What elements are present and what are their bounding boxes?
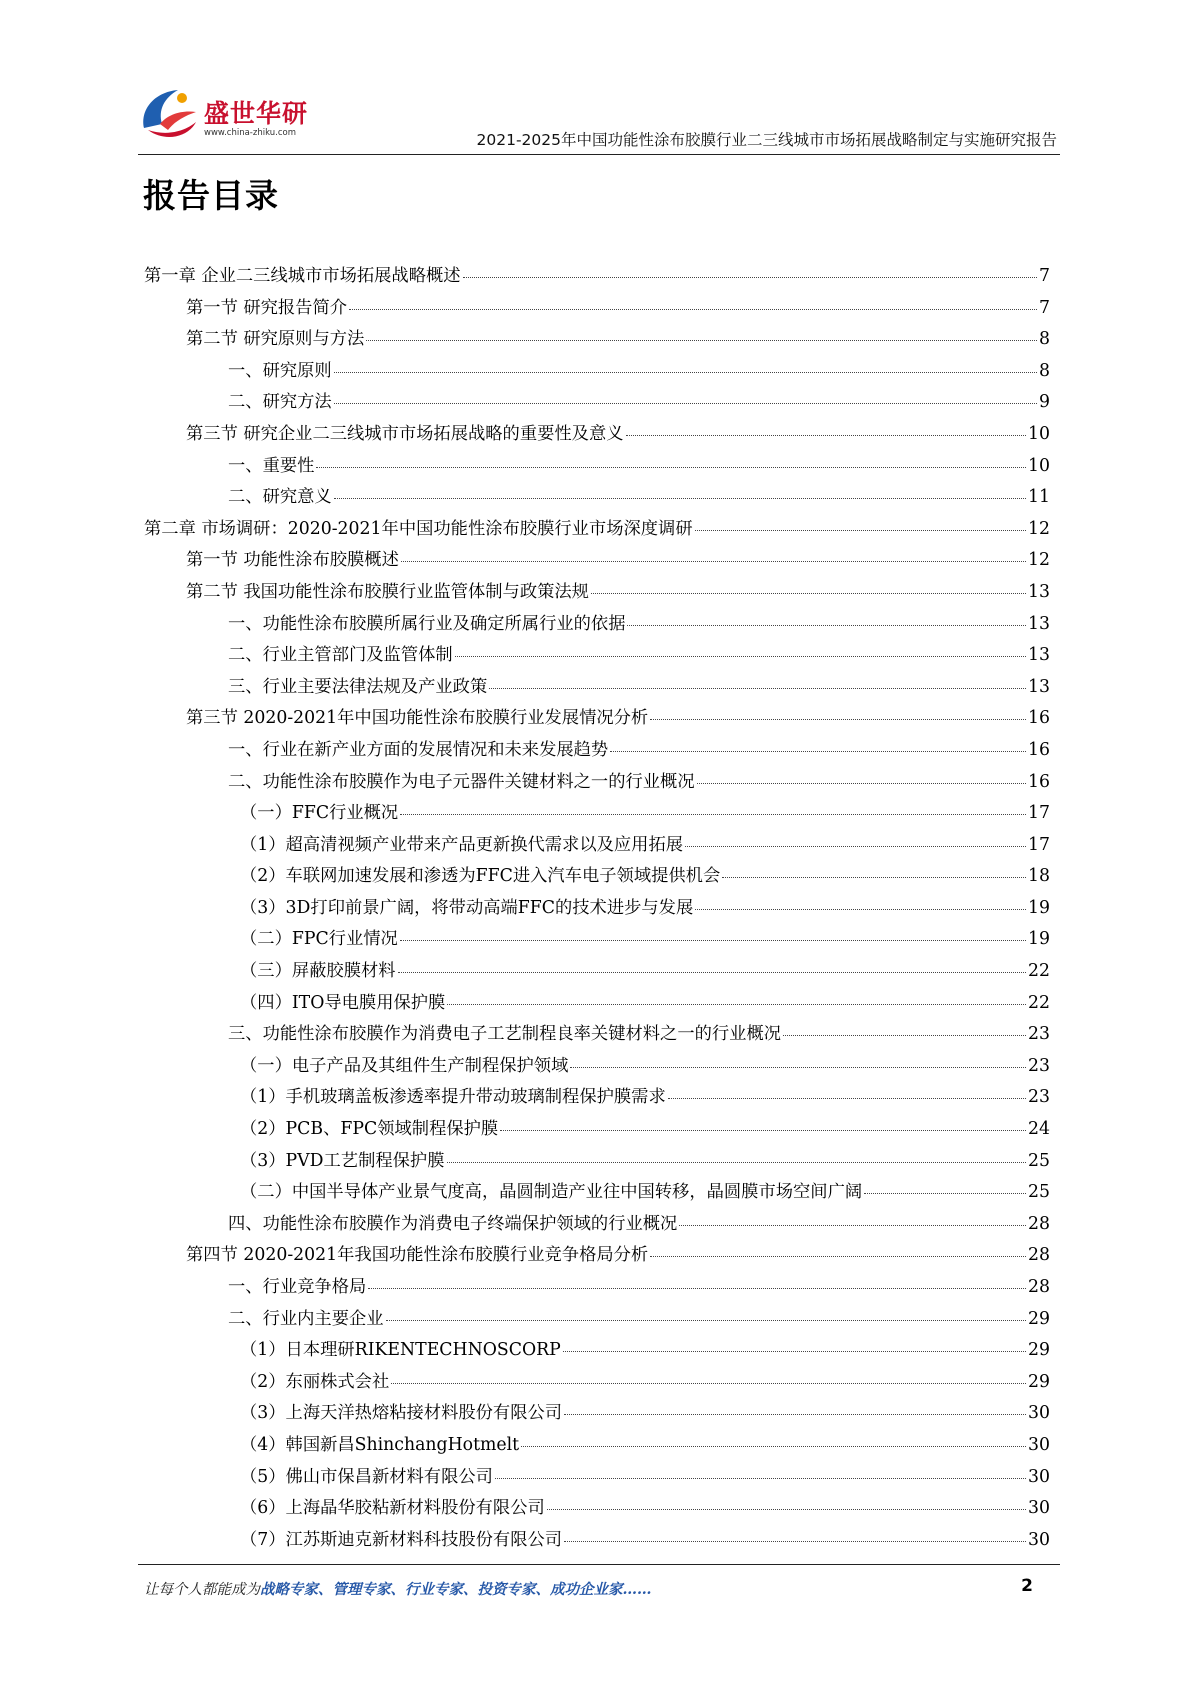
- toc-dot-leader: [500, 1130, 1026, 1131]
- toc-entry[interactable]: [144, 261, 1050, 293]
- toc-entry[interactable]: [144, 640, 1050, 672]
- toc-entry[interactable]: [144, 830, 1050, 862]
- toc-dot-leader: [627, 625, 1026, 626]
- toc-entry[interactable]: [144, 419, 1050, 451]
- toc-entry-page: 13: [1028, 676, 1050, 697]
- toc-entry-title: 二、功能性涂布胶膜作为电子元器件关键材料之一的行业概况: [228, 771, 695, 792]
- toc-entry-page: 28: [1028, 1213, 1050, 1234]
- toc-entry[interactable]: [144, 924, 1050, 956]
- toc-entry-page: 23: [1028, 1087, 1050, 1108]
- toc-dot-leader: [400, 940, 1026, 941]
- toc-dot-leader: [650, 719, 1026, 720]
- toc-entry-page: 11: [1028, 487, 1050, 508]
- toc-entry-page: 10: [1028, 423, 1050, 444]
- report-title: 2021-2025年中国功能性涂布胶膜行业二三线城市市场拓展战略制定与实施研究报告: [476, 131, 1057, 149]
- toc-entry-page: 19: [1028, 929, 1050, 950]
- toc-entry-page: 19: [1028, 897, 1050, 918]
- toc-dot-leader: [447, 1162, 1027, 1163]
- slogan-lead: 让每个人都能成为: [144, 1582, 260, 1598]
- toc-entry-page: 7: [1039, 266, 1050, 286]
- logo-url: www.china-zhiku.com: [204, 128, 296, 138]
- toc-dot-leader: [695, 909, 1026, 910]
- toc-entry-title: （2）东丽株式会社: [240, 1371, 390, 1392]
- toc-dot-leader: [564, 1414, 1026, 1415]
- toc-dot-leader: [695, 530, 1026, 531]
- toc-entry[interactable]: [144, 293, 1050, 325]
- toc-dot-leader: [668, 1098, 1026, 1099]
- toc-dot-leader: [368, 1288, 1026, 1289]
- toc-entry-title: 第二章 市场调研：2020-2021年中国功能性涂布胶膜行业市场深度调研: [144, 518, 693, 539]
- toc-entry-page: 30: [1028, 1529, 1050, 1550]
- toc-entry-title: 第三节 2020-2021年中国功能性涂布胶膜行业发展情况分析: [186, 708, 649, 729]
- toc-entry-title: （三）屏蔽胶膜材料: [240, 961, 396, 982]
- toc-entry-page: 17: [1028, 803, 1050, 824]
- toc-entry[interactable]: [144, 577, 1050, 609]
- toc-entry[interactable]: [144, 1525, 1050, 1557]
- toc-dot-leader: [610, 751, 1026, 752]
- toc-dot-leader: [334, 372, 1037, 373]
- toc-entry-page: 30: [1028, 1434, 1050, 1455]
- footer-divider: [138, 1564, 1060, 1565]
- toc-dot-leader: [626, 435, 1026, 436]
- toc-entry-page: 25: [1028, 1150, 1050, 1171]
- toc-entry[interactable]: [144, 1335, 1050, 1367]
- toc-entry-title: 三、行业主要法律法规及产业政策: [228, 676, 488, 697]
- toc-entry-title: （二）中国半导体产业景气度高，晶圆制造产业往中国转移，晶圆膜市场空间广阔: [240, 1182, 863, 1203]
- toc-entry-title: （2）PCB、FPC领域制程保护膜: [240, 1119, 499, 1140]
- toc-entry[interactable]: [144, 735, 1050, 767]
- toc-entry-page: 23: [1028, 1055, 1050, 1076]
- toc-entry-title: 二、行业主管部门及监管体制: [228, 645, 453, 666]
- toc-entry[interactable]: [144, 672, 1050, 704]
- toc-entry-title: 第一章 企业二三线城市市场拓展战略概述: [144, 266, 461, 286]
- toc-entry[interactable]: [144, 1272, 1050, 1304]
- page-number: 2: [1021, 1576, 1033, 1596]
- toc-entry-page: 8: [1039, 329, 1050, 350]
- toc-entry[interactable]: [144, 545, 1050, 577]
- toc-entry[interactable]: [144, 387, 1050, 419]
- toc-entry-title: （4）韩国新昌ShinchangHotmelt: [240, 1434, 520, 1455]
- toc-entry-title: 第一节 功能性涂布胶膜概述: [186, 550, 399, 571]
- table-of-contents: [144, 261, 1050, 1556]
- company-logo: [138, 84, 313, 144]
- toc-entry[interactable]: [144, 1019, 1050, 1051]
- toc-entry[interactable]: [144, 956, 1050, 988]
- toc-heading: 报告目录: [143, 176, 279, 215]
- toc-entry-page: 12: [1028, 550, 1050, 571]
- toc-dot-leader: [463, 277, 1037, 278]
- toc-dot-leader: [591, 593, 1026, 594]
- toc-entry-page: 24: [1028, 1119, 1050, 1140]
- toc-dot-leader: [349, 309, 1037, 310]
- toc-entry-page: 17: [1028, 834, 1050, 855]
- toc-entry-page: 8: [1039, 360, 1050, 381]
- toc-entry-page: 18: [1028, 866, 1050, 887]
- toc-entry-title: （四）ITO导电膜用保护膜: [240, 992, 446, 1013]
- toc-entry-title: 第三节 研究企业二三线城市市场拓展战略的重要性及意义: [186, 423, 624, 444]
- toc-entry-page: 29: [1028, 1340, 1050, 1361]
- toc-entry-page: 16: [1028, 708, 1050, 729]
- toc-entry[interactable]: [144, 1146, 1050, 1178]
- toc-dot-leader: [563, 1351, 1026, 1352]
- toc-entry-page: 25: [1028, 1182, 1050, 1203]
- toc-dot-leader: [685, 846, 1026, 847]
- toc-entry[interactable]: [144, 609, 1050, 641]
- toc-entry-title: 二、研究方法: [228, 392, 332, 413]
- toc-entry-title: （3）PVD工艺制程保护膜: [240, 1150, 445, 1171]
- toc-entry-title: （5）佛山市保昌新材料有限公司: [240, 1466, 493, 1487]
- toc-entry-title: 第四节 2020-2021年我国功能性涂布胶膜行业竞争格局分析: [186, 1245, 649, 1266]
- header-divider: [138, 154, 1060, 155]
- toc-entry-page: 23: [1028, 1024, 1050, 1045]
- toc-entry-page: 29: [1028, 1308, 1050, 1329]
- toc-entry-title: （1）手机玻璃盖板渗透率提升带动玻璃制程保护膜需求: [240, 1087, 666, 1108]
- toc-entry-title: 第二节 研究原则与方法: [186, 329, 365, 350]
- toc-entry-title: （2）车联网加速发展和渗透为FFC进入汽车电子领域提供机会: [240, 866, 721, 887]
- toc-dot-leader: [697, 783, 1026, 784]
- toc-entry-title: 一、行业竞争格局: [228, 1277, 367, 1297]
- toc-entry-title: 第二节 我国功能性涂布胶膜行业监管体制与政策法规: [186, 581, 589, 602]
- toc-entry-page: 28: [1028, 1245, 1050, 1266]
- toc-entry[interactable]: [144, 1367, 1050, 1399]
- toc-entry-title: （1）超高清视频产业带来产品更新换代需求以及应用拓展: [240, 834, 684, 855]
- toc-entry[interactable]: [144, 703, 1050, 735]
- toc-entry[interactable]: [144, 1304, 1050, 1336]
- toc-entry[interactable]: [144, 1462, 1050, 1494]
- toc-entry[interactable]: [144, 451, 1050, 483]
- toc-dot-leader: [334, 498, 1026, 499]
- toc-entry-title: （一）电子产品及其组件生产制程保护领域: [240, 1055, 569, 1076]
- toc-entry-title: 一、功能性涂布胶膜所属行业及确定所属行业的依据: [228, 613, 626, 634]
- toc-entry[interactable]: [144, 1114, 1050, 1146]
- toc-dot-leader: [366, 340, 1037, 341]
- toc-entry[interactable]: [144, 356, 1050, 388]
- toc-entry[interactable]: [144, 1051, 1050, 1083]
- toc-dot-leader: [398, 972, 1026, 973]
- toc-entry-title: 一、研究原则: [228, 360, 332, 381]
- toc-entry-page: 30: [1028, 1403, 1050, 1424]
- logo-emblem-icon: [138, 84, 202, 142]
- toc-entry-page: 9: [1039, 392, 1050, 413]
- toc-entry-title: （3）上海天洋热熔粘接材料股份有限公司: [240, 1403, 563, 1424]
- toc-entry-title: （6）上海晶华胶粘新材料股份有限公司: [240, 1498, 545, 1519]
- toc-entry-page: 13: [1028, 645, 1050, 666]
- toc-entry-page: 16: [1028, 771, 1050, 792]
- toc-entry-page: 7: [1039, 297, 1050, 318]
- toc-entry-page: 10: [1028, 455, 1050, 476]
- toc-entry[interactable]: [144, 1177, 1050, 1209]
- toc-entry[interactable]: [144, 988, 1050, 1020]
- toc-entry-page: 28: [1028, 1277, 1050, 1297]
- toc-dot-leader: [495, 1478, 1026, 1479]
- toc-dot-leader: [864, 1193, 1026, 1194]
- toc-entry-page: 29: [1028, 1371, 1050, 1392]
- toc-entry[interactable]: [144, 893, 1050, 925]
- toc-dot-leader: [386, 1320, 1026, 1321]
- toc-entry[interactable]: [144, 1398, 1050, 1430]
- slogan-roles: 战略专家、管理专家、行业专家、投资专家、成功企业家……: [260, 1581, 652, 1598]
- toc-entry[interactable]: [144, 1240, 1050, 1272]
- toc-entry-title: 一、重要性: [228, 455, 315, 476]
- toc-entry-title: 第一节 研究报告简介: [186, 297, 348, 318]
- toc-entry-page: 30: [1028, 1466, 1050, 1487]
- toc-dot-leader: [679, 1225, 1026, 1226]
- toc-entry-page: 13: [1028, 581, 1050, 602]
- toc-entry-title: （1）日本理研RIKENTECHNOSCORP: [240, 1340, 561, 1361]
- toc-entry[interactable]: [144, 1430, 1050, 1462]
- toc-entry-title: （7）江苏斯迪克新材料科技股份有限公司: [240, 1529, 563, 1550]
- toc-entry-page: 13: [1028, 613, 1050, 634]
- toc-entry-title: 二、研究意义: [228, 487, 332, 508]
- toc-entry[interactable]: [144, 1493, 1050, 1525]
- toc-dot-leader: [570, 1067, 1026, 1068]
- toc-dot-leader: [650, 1256, 1026, 1257]
- toc-dot-leader: [783, 1035, 1026, 1036]
- toc-dot-leader: [400, 814, 1026, 815]
- toc-entry-page: 22: [1028, 961, 1050, 982]
- toc-dot-leader: [334, 403, 1037, 404]
- toc-entry[interactable]: [144, 1209, 1050, 1241]
- toc-entry-title: 四、功能性涂布胶膜作为消费电子终端保护领域的行业概况: [228, 1213, 678, 1234]
- toc-dot-leader: [521, 1446, 1026, 1447]
- toc-entry[interactable]: [144, 514, 1050, 546]
- toc-entry[interactable]: [144, 1082, 1050, 1114]
- toc-dot-leader: [401, 561, 1026, 562]
- footer-slogan: [144, 1578, 652, 1599]
- toc-dot-leader: [316, 467, 1026, 468]
- toc-entry[interactable]: [144, 861, 1050, 893]
- toc-entry-page: 22: [1028, 992, 1050, 1013]
- toc-dot-leader: [564, 1541, 1026, 1542]
- toc-entry[interactable]: [144, 482, 1050, 514]
- toc-dot-leader: [391, 1383, 1026, 1384]
- toc-entry-title: 一、行业在新产业方面的发展情况和未来发展趋势: [228, 739, 609, 760]
- toc-entry-page: 30: [1028, 1498, 1050, 1519]
- toc-entry-page: 16: [1028, 739, 1050, 760]
- toc-entry-title: （二）FPC行业情况: [240, 929, 398, 950]
- toc-dot-leader: [547, 1509, 1026, 1510]
- toc-entry-page: 12: [1028, 518, 1050, 539]
- logo-name: 盛世华研: [204, 99, 309, 128]
- toc-dot-leader: [447, 1004, 1026, 1005]
- toc-entry[interactable]: [144, 324, 1050, 356]
- toc-dot-leader: [722, 877, 1026, 878]
- toc-entry-title: （3）3D打印前景广阔，将带动高端FFC的技术进步与发展: [240, 897, 694, 918]
- toc-entry-title: （一）FFC行业概况: [240, 803, 399, 824]
- toc-entry[interactable]: [144, 767, 1050, 799]
- toc-dot-leader: [489, 688, 1026, 689]
- toc-entry-title: 二、行业内主要企业: [228, 1308, 384, 1329]
- toc-entry[interactable]: [144, 798, 1050, 830]
- toc-entry-title: 三、功能性涂布胶膜作为消费电子工艺制程良率关键材料之一的行业概况: [228, 1024, 782, 1045]
- toc-dot-leader: [455, 656, 1026, 657]
